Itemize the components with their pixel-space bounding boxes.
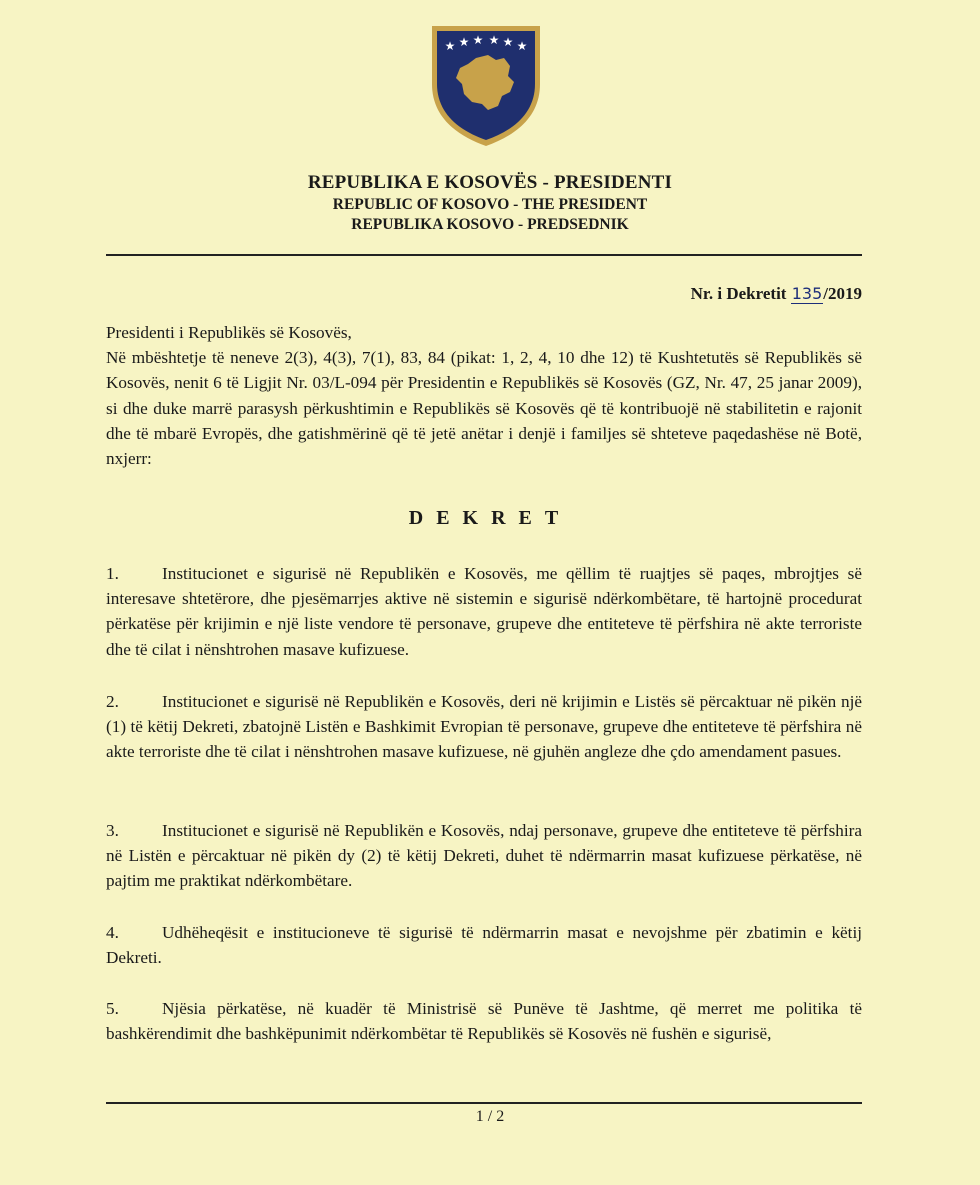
svg-text:★: ★ xyxy=(458,35,470,49)
intro-line: Presidenti i Republikës së Kosovës, xyxy=(106,323,352,342)
decree-item xyxy=(106,689,862,765)
item-number: 4. xyxy=(106,923,119,942)
item-number: 2. xyxy=(106,692,119,711)
item-text: Institucionet e sigurisë në Republikën e Kosovës, me qëllim të ruajtjes së paqes, mbrojtjes së interesave shtetërore, dhe pjesëmarrjes aktive në sistemin e sigurisë ndërkombëtare, të hartojnë procedurat përkatëse për krijimin e një liste vendore të personave, grupeve dhe entiteteve të përfshira në akte terroriste dhe të cilat i nënshtrohen masave kufizuese. xyxy=(106,564,862,659)
svg-text:★: ★ xyxy=(488,33,500,47)
decree-item xyxy=(106,561,862,662)
header-divider xyxy=(106,254,862,256)
page-number: 1 / 2 xyxy=(475,1108,505,1125)
footer-divider xyxy=(106,1102,862,1104)
item-text: Institucionet e sigurisë në Republikën e Kosovës, deri në krijimin e Listës së përcaktuar në pikën një (1) të këtij Dekreti, zbatojnë Listën e Bashkimit Evropian të personave, grupeve dhe entiteteve të përfshira në akte terroriste dhe të cilat i nënshtrohen masave kufizuese, në gjuhën angleze dhe çdo amendament pasues. xyxy=(106,692,862,762)
decree-item xyxy=(106,996,862,1046)
intro-paragraph xyxy=(106,320,862,471)
decree-number-label: Nr. i Dekretit xyxy=(690,284,787,303)
header-title-english: REPUBLIC OF KOSOVO - THE PRESIDENT xyxy=(332,196,648,213)
header-title-albanian: REPUBLIKA E KOSOVËS - PRESIDENTI xyxy=(307,172,673,193)
decree-number-year: /2019 xyxy=(823,284,862,303)
svg-text:★: ★ xyxy=(502,35,514,49)
decree-title: DEKRET xyxy=(408,507,572,529)
decree-item xyxy=(106,920,862,970)
decree-number-handwritten: 135 xyxy=(791,284,823,303)
item-text: Udhëheqësit e institucioneve të sigurisë të ndërmarrin masat e nevojshme për zbatimin e këtij Dekreti. xyxy=(106,923,862,968)
decree-number xyxy=(691,284,862,304)
item-text: Njësia përkatëse, në kuadër të Ministrisë së Punëve të Jashtme, që merret me politika të bashkërendimit dhe bashkëpunimit ndërkombëtar të Republikës së Kosovës në fushën e sigurisë, xyxy=(106,999,862,1044)
decree-item xyxy=(106,818,862,894)
header-title-serbian: REPUBLIKA KOSOVO - PREDSEDNIK xyxy=(351,216,629,233)
svg-text:★: ★ xyxy=(472,33,484,47)
item-number: 1. xyxy=(106,564,119,583)
item-text: Institucionet e sigurisë në Republikën e Kosovës, ndaj personave, grupeve dhe entiteteve të përfshira në Listën e përcaktuar në pikën dy (2) të këtij Dekreti, duhet të ndërmarrin masat kufizuese përkatëse, në pajtim me praktikat ndërkombëtare. xyxy=(106,821,862,891)
svg-text:★: ★ xyxy=(516,39,528,53)
kosovo-coat-of-arms-icon xyxy=(428,22,544,148)
intro-body: Në mbështetje të neneve 2(3), 4(3), 7(1), 83, 84 (pikat: 1, 2, 4, 10 dhe 12) të Kushtetutës së Republikës së Kosovës, nenit 6 të Ligjit Nr. 03/L-094 për Presidentin e Republikës së Kosovës (GZ, Nr. 47, 25 janar 2009), si dhe duke marrë parasysh përkushtimin e Republikës së Kosovës që të kontribuojë në stabilitetin e rajonit dhe të mbarë Evropës, dhe gatishmërinë që të jetë anëtar i denjë i familjes së shteteve paqedashëse në Botë, nxjerr: xyxy=(106,348,862,469)
item-number: 5. xyxy=(106,999,119,1018)
svg-text:★: ★ xyxy=(444,39,456,53)
item-number: 3. xyxy=(106,821,119,840)
